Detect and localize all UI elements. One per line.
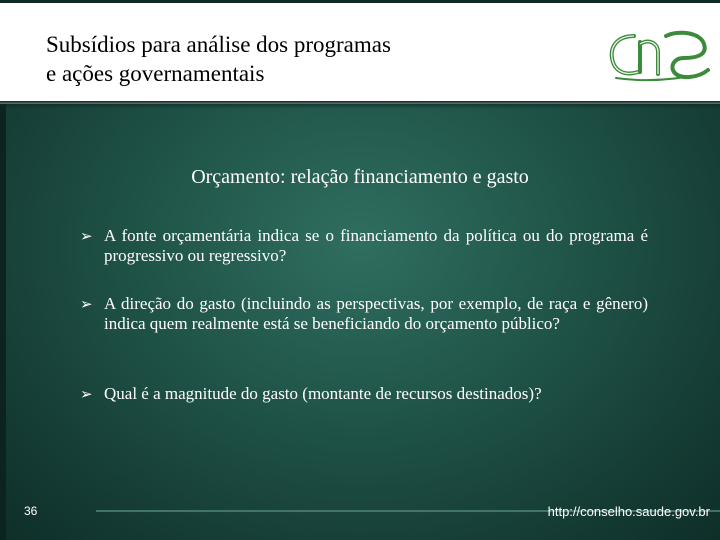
list-item [80, 226, 648, 266]
bullet-text: Qual é a magnitude do gasto (montante de recursos destinados)? [104, 384, 542, 403]
arrow-bullet-icon: ➢ [80, 227, 93, 245]
slide-title: Subsídios para análise dos programas e ações governamentais [46, 32, 391, 86]
bullet-text: A direção do gasto (incluindo as perspectivas, por exemplo, de raça e gênero) indica quem realmente está se beneficiando do orçamento público? [104, 294, 648, 333]
arrow-bullet-icon: ➢ [80, 385, 93, 403]
footer-url: http://conselho.saude.gov.br [547, 504, 710, 519]
arrow-bullet-icon: ➢ [80, 295, 93, 313]
list-item [80, 294, 648, 334]
bullet-text: A fonte orçamentária indica se o financiamento da política ou do programa é progressivo ou regressivo? [104, 226, 648, 265]
cns-logo-icon [604, 22, 714, 88]
page-number: 36 [24, 504, 38, 518]
header-shadow [0, 101, 720, 109]
list-item [80, 384, 648, 404]
section-subtitle: Orçamento: relação financiamento e gasto [191, 166, 529, 188]
